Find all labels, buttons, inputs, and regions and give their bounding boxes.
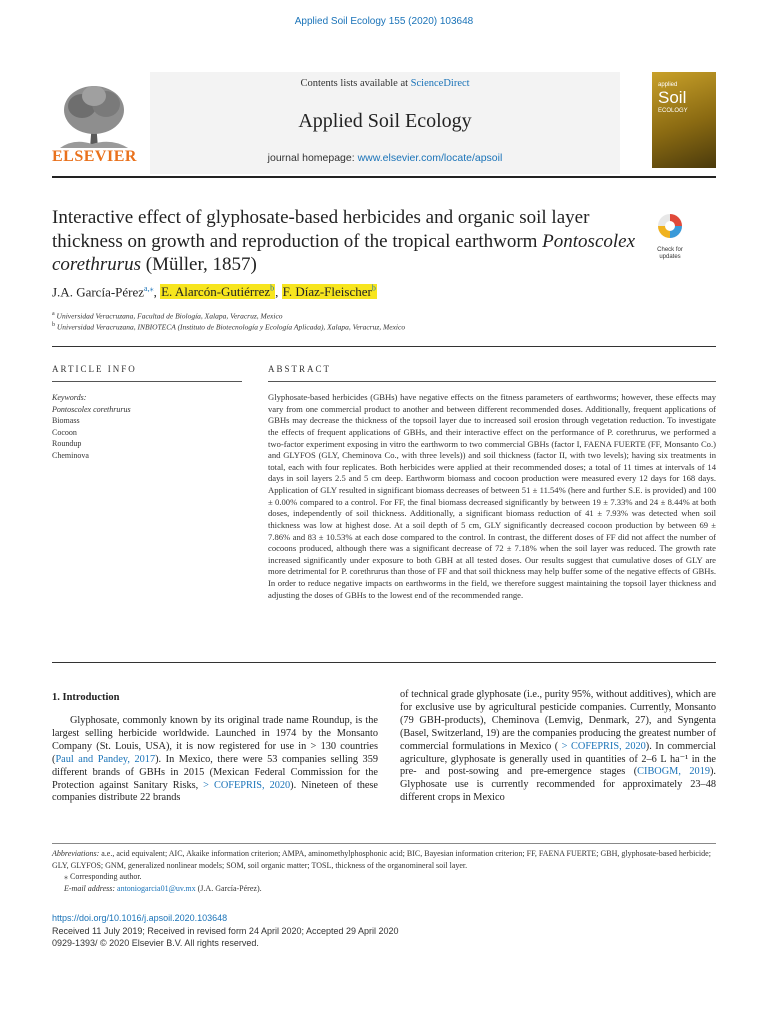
introduction-heading: 1. Introduction xyxy=(52,692,120,703)
email-link[interactable]: antoniogarcia01@uv.mx xyxy=(117,883,196,893)
elsevier-wordmark: ELSEVIER xyxy=(52,148,137,165)
cover-subtitle: ECOLOGY xyxy=(658,108,688,114)
intro-left-column: Glyphosate, commonly known by its original trade name Roundup, is the largest selling herbicide worldwide. Launched in 1974 by the Monsanto Company (St. Louis, USA), it is now registered for use in > 130 countries (Paul and Pandey, 2017). In Mexico, there were 53 companies selling 359 different brands of GBHs in 2015 (Mexican Federal Commission for the Protection against Sanitary Risks, > COFEPRIS, 2020). Nineteen of these companies distribute 22 brands xyxy=(52,715,378,804)
article-meta xyxy=(52,912,716,950)
contents-line: Contents lists available at ScienceDirect xyxy=(300,78,470,89)
cover-prefix: applied xyxy=(658,82,678,88)
author-2[interactable]: E. Alarcón-Gutiérrez$^b$ xyxy=(161,284,275,300)
keyword-item: Cheminova xyxy=(52,450,89,460)
author-1-affil[interactable]: a,⁎ xyxy=(144,284,154,293)
keyword-item: Biomass xyxy=(52,416,80,425)
intro-right-column: of technical grade glyphosate (i.e., purity 95%, without additives), which are for exclusive use by agricultural pesticide companies. Currently, Monsanto (79 GBH-products), Cheminova (Lemvig, Denmark, 27), and Syngenta (Basel, Switzerland, 19) are the companies producing the greatest number of commercial formulations in Mexico ( > COFEPRIS, 2020). In commercial agriculture, glyphosate is generally used in quantities of 2–6 L ha⁻¹ in the pre- and post-sowing and pre-emergence stages (CIBOGM, 2019). Glyphosate use is currently recommended for approximately 23–48 different crops in Mexico xyxy=(400,689,717,804)
affiliation-a: $^a$ Universidad Veracruzana, Facultad de Biología, Xalapa, Veracruz, Mexico xyxy=(52,311,283,321)
author-3[interactable]: F. Díaz-Fleischer$^b$ xyxy=(282,284,376,300)
info-rule xyxy=(52,381,242,382)
abstract-rule xyxy=(268,381,716,382)
updates-icon xyxy=(652,212,688,242)
ref-paul-pandey[interactable]: Paul and Pandey, 2017 xyxy=(55,753,156,765)
article-info-heading: ARTICLE INFO xyxy=(52,364,137,374)
ref-cofepris-2[interactable]: > COFEPRIS, 2020 xyxy=(558,740,646,752)
keywords xyxy=(52,392,242,461)
journal-homepage: journal homepage: www.elsevier.com/locate/apsoil xyxy=(267,152,503,164)
ref-cibogm[interactable]: CIBOGM, 2019 xyxy=(637,766,710,778)
ref-cofepris[interactable]: > COFEPRIS, 2020 xyxy=(203,779,291,791)
abstract-text: Glyphosate-based herbicides (GBHs) have negative effects on the fitness parameters of earthworms; however, these effects may vary from one commercial product to another and between different recommended doses. Additionally, frequent applications of GBHs may decrease the thickness of the topsoil layer due to increased soil erosion through vegetation reduction. To investigate the effects of frequent applications of GBHs, and their interactive effect on the performance of P. corethrurus, we performed a two-factor experiment exposing in vitro the earthworm to two commercial GBHs (factor I, FAENA FUERTE (FF, Monsanto Co.) and GLYFOS (GLY, Cheminova Co., with three levels)) and soil thickness (factor II, with two levels); having six treatments in total, each with four replicates. Both herbicides were applied at their recommended doses; a total of 11 times at intervals of 14 days in soil layers 2.5 and 5 cm deep. Earthworm biomass and cocoon production were measured every 12 days for 168 days. Application of GLY resulted in significant biomass decreases of between 51 ± 11.54% (here and further S.E. is provided) and 100 ± 0.00% compared to a control. For FF, the final biomass decreased significantly by between 19 ± 7.33% and 24 ± 8.44% at both doses, independently of soil thickness. Additionally, a significant biomass reduction of 41 ± 7.93% was detected when soil thickness was low at highest dose. At a soil depth of 5 cm, GLY significantly decreased cocoon production by between 69 ± 7.86% and 83 ± 10.53% at each dose compared to the control. In contrast, the different doses of FF did not affect the number of cocoons produced, although there was a significant decrease of 72 ± 7.18% when the soil layer was reduced. The growth rate increased significantly under exposure to both GBH at all tested doses. Our results suggest that cumulative doses of GLY are more detrimental for P. corethrurus than those of FF and that soil thickness may help buffer some of the negative effects of GBHs. In order to reduce negative impacts on earthworms in the field, we therefore suggest maintaining the topsoil layer thickness and adjusting the doses of GBHs to the lowest end of the recommended range. xyxy=(268,392,716,600)
author-list: J.A. García-Pérez$^{a,⁎}$, E. Alarcón-Gutiérrez$^b$, F. Díaz-Fleischer$^b$ xyxy=(52,284,376,300)
section-rule xyxy=(52,346,716,347)
footnotes: Abbreviations: a.e., acid equivalent; AIC, Akaike information criterion; AMPA, aminomethylphosphonic acid; BIC, Bayesian information criterion; FF, FAENA FUERTE; GBH, glyphosate-based herbicide; GLY, GLYFOS; GNM, generalized nonlinear models; SOM, soil organic matter; TOSL, thickness of the organomineral soil layer. ⁎ Corresponding author. E-mail address: antoniogarcia01@uv.mx (J.A. García-Pérez). xyxy=(52,848,716,894)
article-title: Interactive effect of glyphosate-based herbicides and organic soil layer thickness on growth and reproduction of the tropical earthworm Pontoscolex corethrurus (Müller, 1857) xyxy=(52,207,636,275)
journal-reference[interactable]: Applied Soil Ecology 155 (2020) 103648 xyxy=(294,16,474,27)
abstract-end-rule xyxy=(52,662,716,663)
author-1[interactable]: J.A. García-Pérez xyxy=(52,284,145,300)
keyword-item: Pontoscolex corethrurus xyxy=(52,404,131,414)
cover-title: Soil xyxy=(658,88,687,107)
updates-label: Check for updates xyxy=(657,247,683,260)
abstract-heading: ABSTRACT xyxy=(268,364,332,374)
header-rule xyxy=(52,176,716,178)
sciencedirect-link[interactable]: ScienceDirect xyxy=(410,78,470,89)
keywords-label: Keywords: xyxy=(52,393,87,402)
keyword-item: Roundup xyxy=(52,439,82,448)
footnote-rule xyxy=(52,843,716,844)
corresponding-author-note: ⁎ Corresponding author. xyxy=(64,872,142,881)
copyright: 0929-1393/ © 2020 Elsevier B.V. All rights reserved. xyxy=(52,938,259,948)
homepage-link[interactable]: www.elsevier.com/locate/apsoil xyxy=(357,152,503,164)
affiliation-b: $^b$ Universidad Veracruzana, INBIOTECA (Instituto de Biotecnología y Ecología Aplicada), Xalapa, Veracruz, Mexico xyxy=(52,322,406,332)
keyword-item: Cocoon xyxy=(52,427,77,437)
check-for-updates-badge[interactable] xyxy=(652,212,688,258)
article-dates: Received 11 July 2019; Received in revised form 24 April 2020; Accepted 29 April 2020 xyxy=(52,925,399,936)
doi-link[interactable]: https://doi.org/10.1016/j.apsoil.2020.103648 xyxy=(52,913,228,923)
journal-title: Applied Soil Ecology xyxy=(298,110,472,132)
